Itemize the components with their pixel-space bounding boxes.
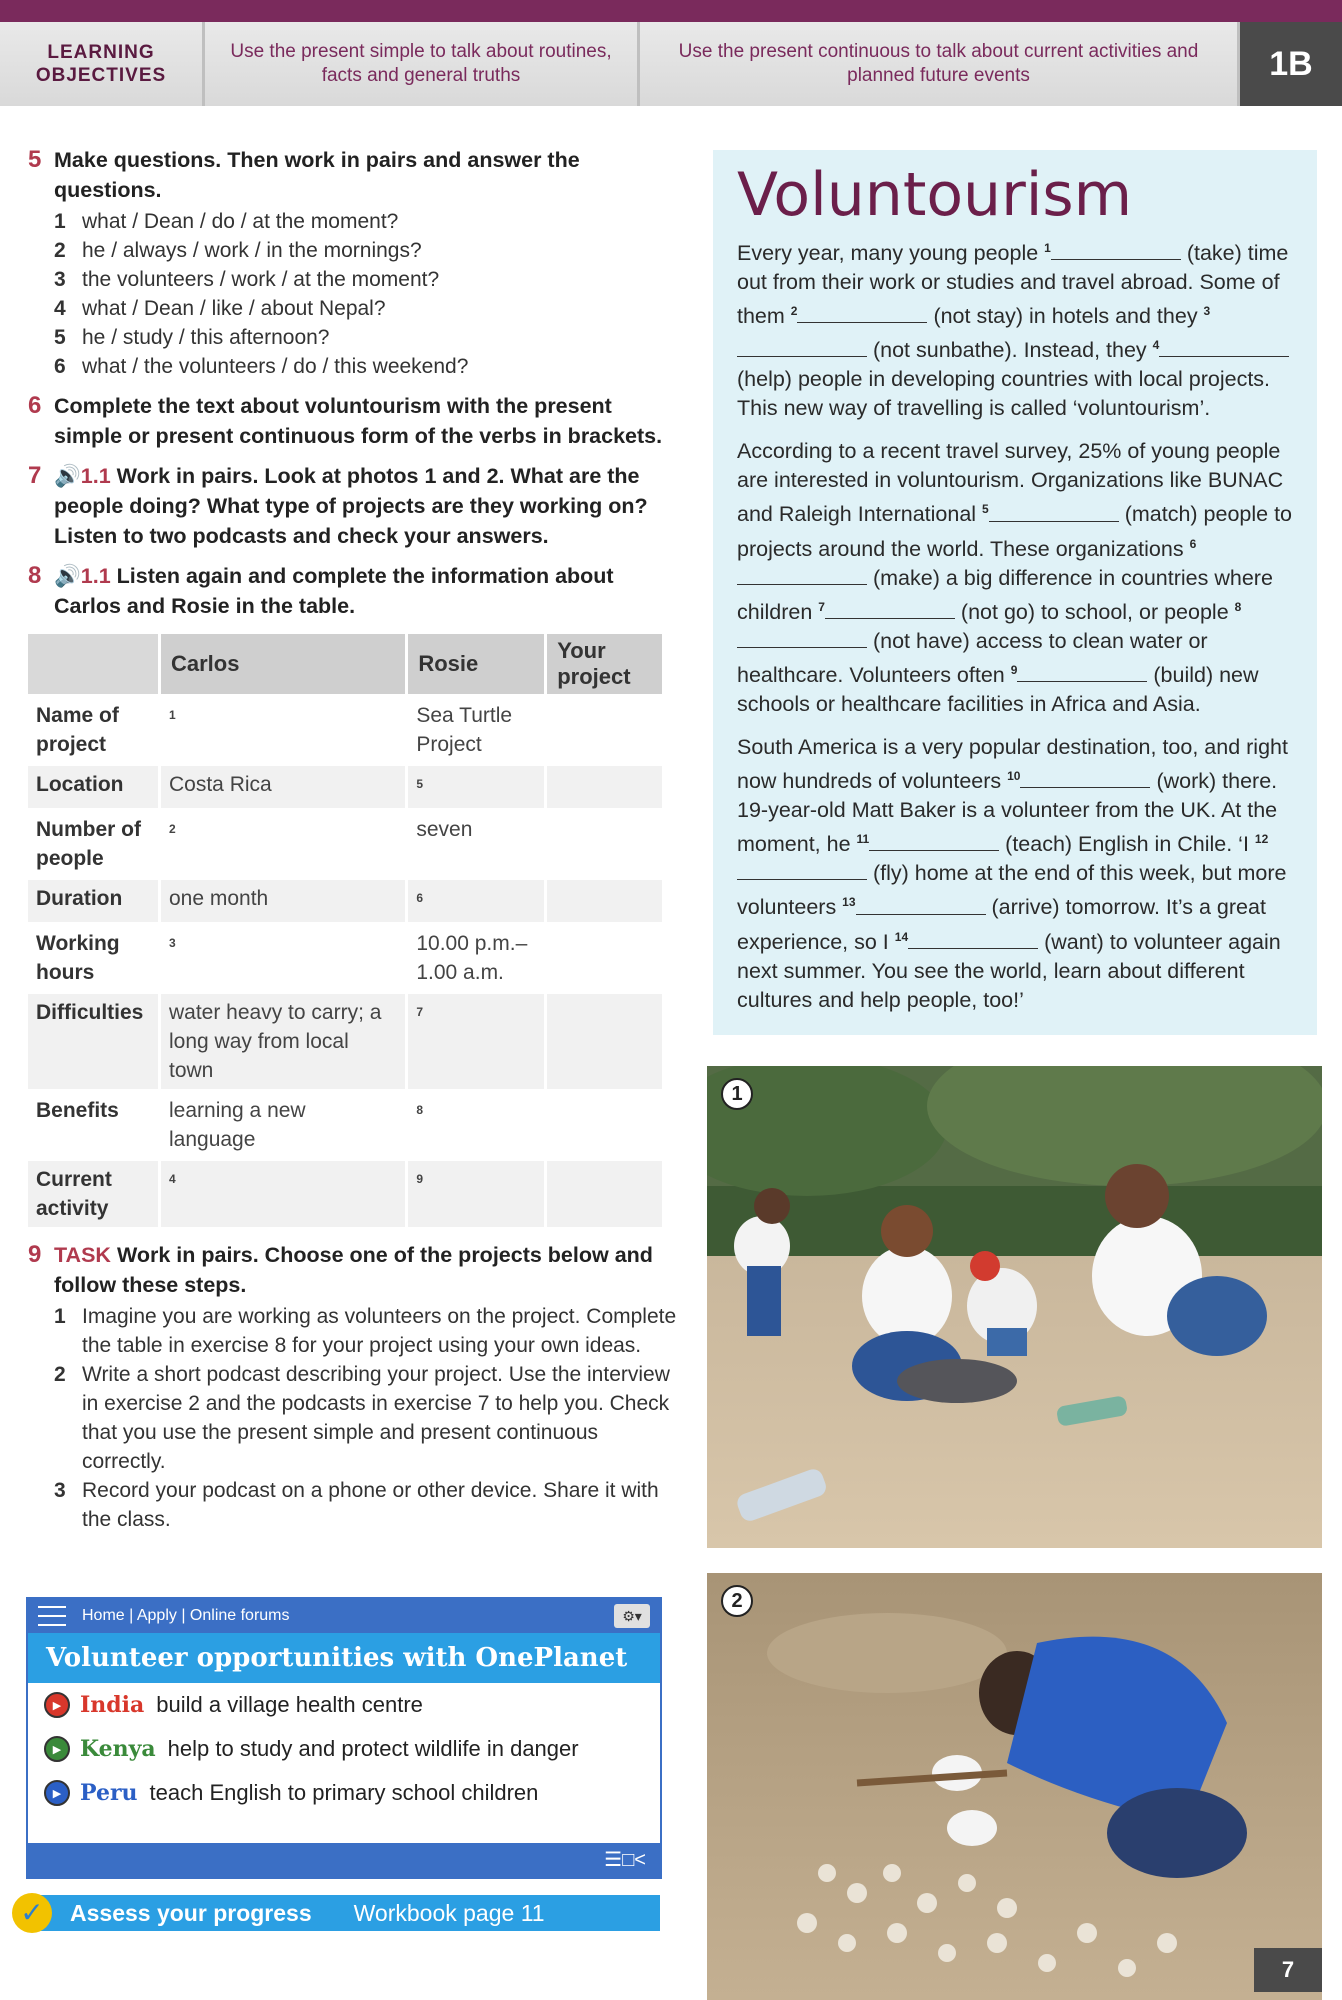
row-label: Current activity (28, 1161, 158, 1227)
project-table (25, 631, 665, 1230)
rosie-cell (408, 1092, 544, 1158)
gap-number: 1 (1044, 241, 1051, 255)
play-icon[interactable]: ▶ (44, 1692, 70, 1718)
row-label: Benefits (36, 1099, 119, 1122)
reading-text: (match) people to projects around the world. These organizations (737, 502, 1293, 561)
reading-text: (build) new schools or healthcare facilities in Africa and Asia. (737, 663, 1259, 717)
gap-number: 8 (416, 1103, 424, 1117)
row-label: Duration (28, 880, 158, 922)
answer-gap[interactable] (1159, 339, 1289, 357)
carlos-cell (161, 697, 405, 763)
table-row (28, 994, 662, 1089)
gap-number: 6 (1189, 536, 1197, 551)
item-text: Record your podcast on a phone or other device. Share it with the class. (82, 1479, 659, 1531)
table-row (28, 1161, 662, 1227)
rosie-cell (408, 697, 544, 763)
your-project-cell (547, 697, 662, 763)
checkmark-icon: ✓ (12, 1893, 52, 1933)
top-stripe (0, 0, 1342, 22)
question-list (54, 207, 678, 381)
your-project-cell (547, 880, 662, 922)
gap-number: 12 (1254, 832, 1269, 847)
table-row (28, 766, 662, 808)
gear-icon[interactable]: ⚙▾ (614, 1604, 650, 1628)
reading-text: Every year, many young people (737, 241, 1045, 266)
objectives-banner (0, 22, 1342, 106)
cell-text: learning a new language (169, 1099, 306, 1151)
menu-icon[interactable] (38, 1606, 66, 1626)
cell-text: 10.00 p.m.– 1.00 a.m. (416, 932, 528, 984)
country-name: Peru (80, 1780, 138, 1806)
cell-text: one month (169, 887, 269, 910)
table-header-rosie: Rosie (408, 634, 544, 694)
table-row (28, 811, 662, 877)
your-project-cell (547, 811, 662, 877)
item-text: what / the volunteers / do / this weekend? (82, 355, 469, 378)
reading-text: (not sunbathe). Instead, they (867, 338, 1153, 363)
table-header (28, 634, 158, 694)
exercise-number: 8 (28, 562, 42, 589)
answer-gap[interactable] (989, 504, 1119, 522)
answer-gap[interactable] (737, 567, 867, 585)
rosie-cell (408, 880, 544, 922)
list-item (54, 236, 678, 265)
reading-text: (work) there. 19-year-old Matt Baker is a volunteer from the UK. At the moment, he (737, 769, 1278, 857)
reading-text-box (713, 150, 1317, 1035)
gap-number: 5 (982, 502, 989, 517)
gap-number: 8 (1234, 599, 1242, 614)
item-text: what / Dean / do / at the moment? (82, 210, 399, 233)
photo-2-turtle-eggs (707, 1573, 1322, 2000)
opportunity-peru[interactable] (28, 1771, 660, 1815)
site-breadcrumb[interactable]: Home | Apply | Online forums (82, 1607, 290, 1624)
carlos-cell (161, 811, 405, 877)
exercise-number: 6 (28, 392, 42, 419)
carlos-cell (161, 925, 405, 991)
opportunity-text: build a village health centre (156, 1692, 423, 1717)
play-icon[interactable]: ▶ (44, 1736, 70, 1762)
gap-number: 11 (856, 832, 870, 847)
site-title: Volunteer opportunities with OnePlanet (28, 1633, 660, 1683)
table-row (28, 880, 662, 922)
answer-gap[interactable] (1017, 664, 1147, 682)
assess-label: Assess your progress (70, 1899, 312, 1926)
item-number: 3 (54, 1479, 66, 1502)
reading-text: (want) to volunteer again next summer. You see the world, learn about different cultures and help people, too!’ (737, 929, 1281, 1012)
gap-number: 6 (416, 891, 424, 905)
table-row (28, 1092, 662, 1158)
answer-gap[interactable] (908, 931, 1038, 949)
exercise-9 (28, 1240, 678, 1534)
gap-number: 4 (169, 1172, 176, 1186)
exercise-instruction: Listen again and complete the information about Carlos and Rosie in the table. (54, 564, 614, 618)
reading-paragraph-3 (737, 733, 1293, 1015)
item-number: 2 (54, 239, 66, 262)
item-text: Write a short podcast describing your project. Use the interview in exercise 2 and the podcasts in exercise 7 to help you. Check that you use the present simple and present continuous correctly. (82, 1363, 670, 1473)
gap-number: 7 (416, 1005, 424, 1019)
reading-text: (help) people in developing countries with local projects. This new way of travelling is called ‘voluntourism’. (737, 367, 1271, 421)
reading-text: (not go) to school, or people (954, 599, 1235, 624)
rosie-cell (408, 1161, 544, 1227)
your-project-cell (547, 1092, 662, 1158)
answer-gap[interactable] (1051, 242, 1181, 260)
item-number: 1 (54, 210, 66, 233)
list-item (54, 207, 678, 236)
photo-1-beach-cleanup (707, 1066, 1322, 1548)
opportunity-text: teach English to primary school children (149, 1780, 539, 1805)
gap-number: 2 (790, 304, 798, 319)
objective-present-continuous: Use the present continuous to talk about current activities and planned future events (640, 22, 1240, 106)
exercise-7 (28, 461, 678, 551)
answer-gap[interactable] (1020, 770, 1150, 788)
reading-text: (arrive) tomorrow. It’s a great experience, so I (737, 895, 1266, 954)
answer-gap[interactable] (797, 305, 927, 323)
list-item (54, 265, 678, 294)
objective-present-simple: Use the present simple to talk about routines, facts and general truths (205, 22, 640, 106)
exercise-instruction: Make questions. Then work in pairs and answer the questions. (54, 148, 580, 202)
exercise-instruction: Work in pairs. Choose one of the projects below and follow these steps. (54, 1243, 653, 1297)
item-number: 2 (54, 1363, 66, 1386)
table-row (28, 697, 662, 763)
country-name: Kenya (80, 1736, 156, 1762)
opportunity-india[interactable] (28, 1683, 660, 1727)
answer-gap[interactable] (825, 601, 955, 619)
your-project-cell (547, 994, 662, 1089)
item-number: 6 (54, 355, 66, 378)
cell-text: Costa Rica (169, 773, 272, 796)
item-text: Imagine you are working as volunteers on the project. Complete the table in exercise 8 for your project using your own ideas. (82, 1305, 677, 1357)
carlos-cell (161, 880, 405, 922)
play-icon[interactable]: ▶ (44, 1780, 70, 1806)
answer-gap[interactable] (737, 862, 867, 880)
reading-paragraph-1 (737, 234, 1293, 423)
workbook-reference: Workbook page 11 (353, 1899, 545, 1926)
carlos-cell (161, 1161, 405, 1227)
opportunity-kenya[interactable] (28, 1727, 660, 1771)
item-number: 4 (54, 297, 66, 320)
audio-icon[interactable]: 🔊1.1 (54, 564, 111, 588)
left-column (28, 145, 678, 1544)
item-number: 5 (54, 326, 66, 349)
gap-number: 5 (416, 777, 424, 791)
list-item (54, 1302, 678, 1360)
exercise-8 (28, 561, 678, 621)
carlos-cell (161, 1092, 405, 1158)
reading-title: Voluntourism (737, 160, 1133, 230)
rosie-cell (408, 811, 544, 877)
audio-track: 1.1 (80, 464, 111, 488)
gap-number: 4 (1152, 338, 1160, 353)
page-number: 7 (1254, 1948, 1322, 1992)
gap-number: 9 (416, 1172, 424, 1186)
carlos-cell (161, 766, 405, 808)
gap-number: 14 (894, 929, 909, 944)
gap-number: 13 (842, 895, 856, 910)
audio-icon[interactable]: 🔊1.1 (54, 464, 111, 488)
gap-number: 2 (169, 822, 176, 836)
table-header-row (28, 634, 662, 694)
item-number: 1 (54, 1305, 66, 1328)
answer-gap[interactable] (737, 630, 867, 648)
cell-text: water heavy to carry; a long way from local town (169, 1001, 382, 1082)
exercise-6 (28, 391, 678, 451)
table-row (28, 925, 662, 991)
exercise-number: 9 (28, 1241, 42, 1268)
item-text: he / always / work / in the mornings? (82, 239, 422, 262)
reading-text: (not stay) in hotels and they (927, 304, 1204, 329)
gap-number: 3 (169, 936, 176, 950)
row-label: Name of project (36, 704, 119, 756)
country-name: India (80, 1692, 145, 1718)
rosie-cell (408, 766, 544, 808)
gap-number: 1 (169, 708, 176, 722)
opportunity-text: help to study and protect wildlife in danger (167, 1736, 579, 1761)
item-text: the volunteers / work / at the moment? (82, 268, 440, 291)
assess-progress-bar (12, 1893, 660, 1933)
row-label: Location (28, 766, 158, 808)
table-header-your-project: Your project (547, 634, 662, 694)
rosie-cell (408, 994, 544, 1089)
photo-number-badge: 1 (721, 1078, 753, 1110)
list-item (54, 1360, 678, 1476)
audio-track: 1.1 (80, 564, 111, 588)
row-label: Difficulties (28, 994, 158, 1089)
list-item (54, 294, 678, 323)
cell-text: seven (416, 818, 473, 841)
cell-text: Sea Turtle Project (416, 704, 513, 756)
answer-gap[interactable] (869, 833, 999, 851)
task-label: TASK (54, 1243, 111, 1267)
exercise-instruction: Complete the text about voluntourism with the present simple or present continuous form of the verbs in brackets. (54, 394, 663, 448)
unit-label: 1B (1240, 22, 1342, 106)
photo-2-image (707, 1573, 1322, 2000)
list-item (54, 1476, 678, 1534)
reading-text: (take) time out from their work or studies and travel abroad. Some of them (737, 241, 1289, 329)
carlos-cell (161, 994, 405, 1089)
exercise-number: 7 (28, 462, 42, 489)
exercise-5 (28, 145, 678, 381)
item-text: he / study / this afternoon? (82, 326, 330, 349)
photo-1-image (707, 1066, 1322, 1548)
table-header-carlos: Carlos (161, 634, 405, 694)
row-label: Working hours (36, 932, 120, 984)
volunteer-website (26, 1597, 662, 1879)
exercise-number: 5 (28, 146, 42, 173)
photo-number-badge: 2 (721, 1585, 753, 1617)
learning-objectives-label: LEARNING OBJECTIVES (0, 22, 205, 106)
reading-text: (not have) access to clean water or healthcare. Volunteers often (737, 628, 1208, 688)
reading-text: According to a recent travel survey, 25% of young people are interested in voluntourism. Organizations like BUNAC and Raleigh International (737, 439, 1284, 527)
reading-text: (fly) home at the end of this week, but more volunteers (737, 861, 1287, 920)
exercise-instruction: Work in pairs. Look at photos 1 and 2. What are the people doing? What type of projects are they working on? Listen to two podcasts and check your answers. (54, 464, 648, 548)
your-project-cell (547, 1161, 662, 1227)
site-footer-icons[interactable]: ☰□< (28, 1843, 660, 1877)
answer-gap[interactable] (737, 339, 867, 357)
site-nav (28, 1599, 660, 1633)
item-number: 3 (54, 268, 66, 291)
reading-text: (teach) English in Chile. ‘I (999, 832, 1255, 857)
step-list (54, 1302, 678, 1534)
item-text: what / Dean / like / about Nepal? (82, 297, 386, 320)
your-project-cell (547, 925, 662, 991)
your-project-cell (547, 766, 662, 808)
answer-gap[interactable] (856, 897, 986, 915)
gap-number: 7 (818, 599, 825, 614)
list-item (54, 323, 678, 352)
reading-text: South America is a very popular destination, too, and right now hundreds of volunteers (737, 735, 1288, 794)
list-item (54, 352, 678, 381)
gap-number: 9 (1010, 662, 1018, 677)
row-label: Number of people (36, 818, 141, 870)
rosie-cell (408, 925, 544, 991)
reading-text: (make) a big difference in countries where children (737, 565, 1273, 624)
reading-paragraph-2 (737, 437, 1293, 719)
gap-number: 3 (1203, 304, 1211, 319)
gap-number: 10 (1007, 769, 1021, 784)
